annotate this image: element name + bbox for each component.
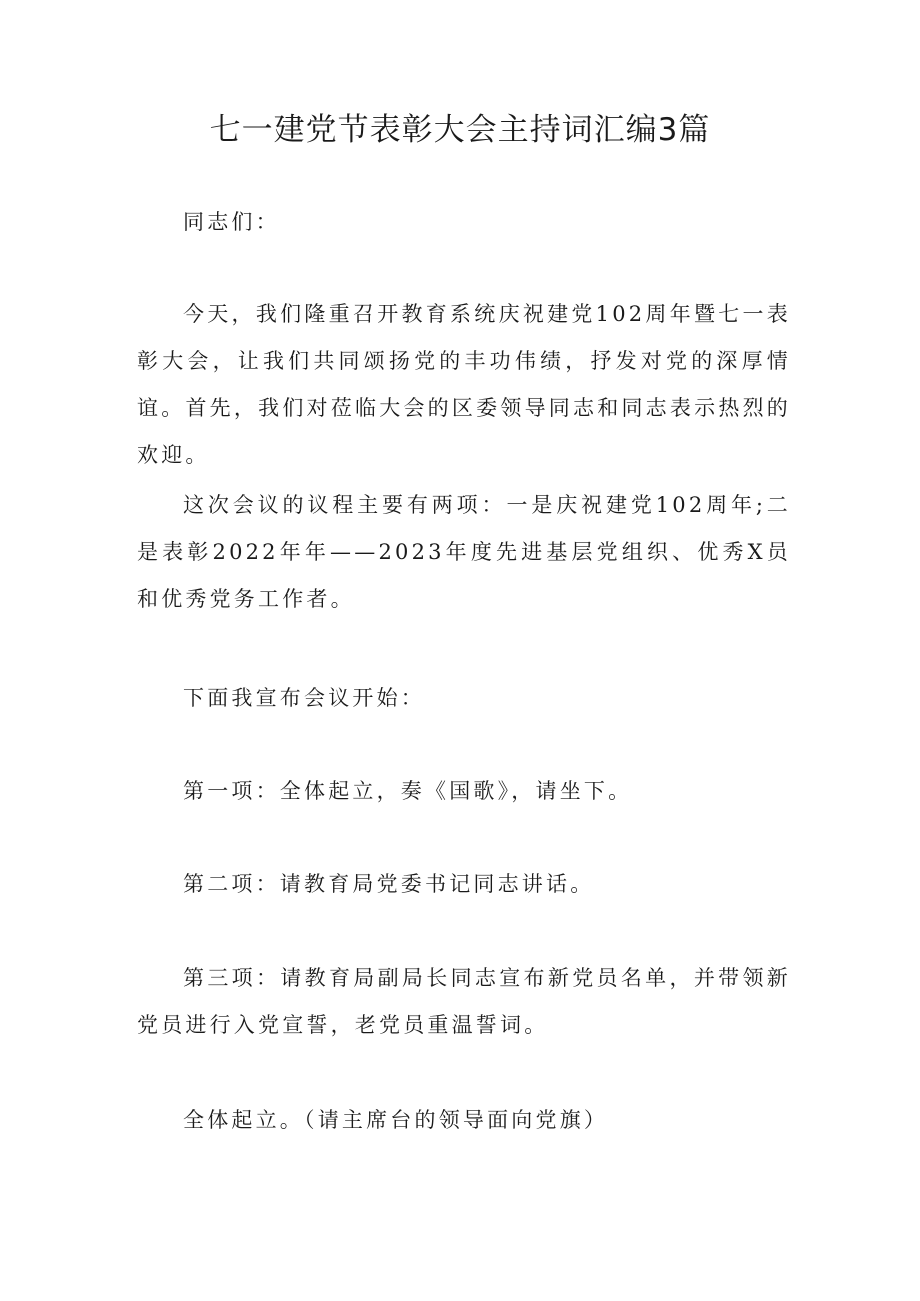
paragraph-item-two: 第二项：请教育局党委书记同志讲话。	[183, 872, 595, 896]
paragraph-opening: 今天，我们隆重召开教育系统庆祝建党102周年暨七一表彰大会，让我们共同颂扬党的丰功伟绩，抒发对党的深厚情谊。首先，我们对莅临大会的区委领导同志和同志表示热烈的欢迎。	[137, 302, 791, 467]
paragraph-announce-start: 下面我宣布会议开始：	[183, 686, 425, 710]
paragraph-stand-up: 全体起立。（请主席台的领导面向党旗）	[183, 1108, 609, 1132]
paragraph-agenda: 这次会议的议程主要有两项：一是庆祝建党102周年;二是表彰2022年年——2023年度先进基层党组织、优秀X员和优秀党务工作者。	[137, 493, 791, 611]
document-title: 七一建党节表彰大会主持词汇编3篇	[209, 112, 711, 148]
paragraph-item-three: 第三项：请教育局副局长同志宣布新党员名单，并带领新党员进行入党宣誓，老党员重温誓词。	[137, 966, 791, 1037]
paragraph-item-one: 第一项：全体起立，奏《国歌》，请坐下。	[183, 779, 633, 803]
paragraph-greeting: 同志们：	[183, 210, 280, 234]
